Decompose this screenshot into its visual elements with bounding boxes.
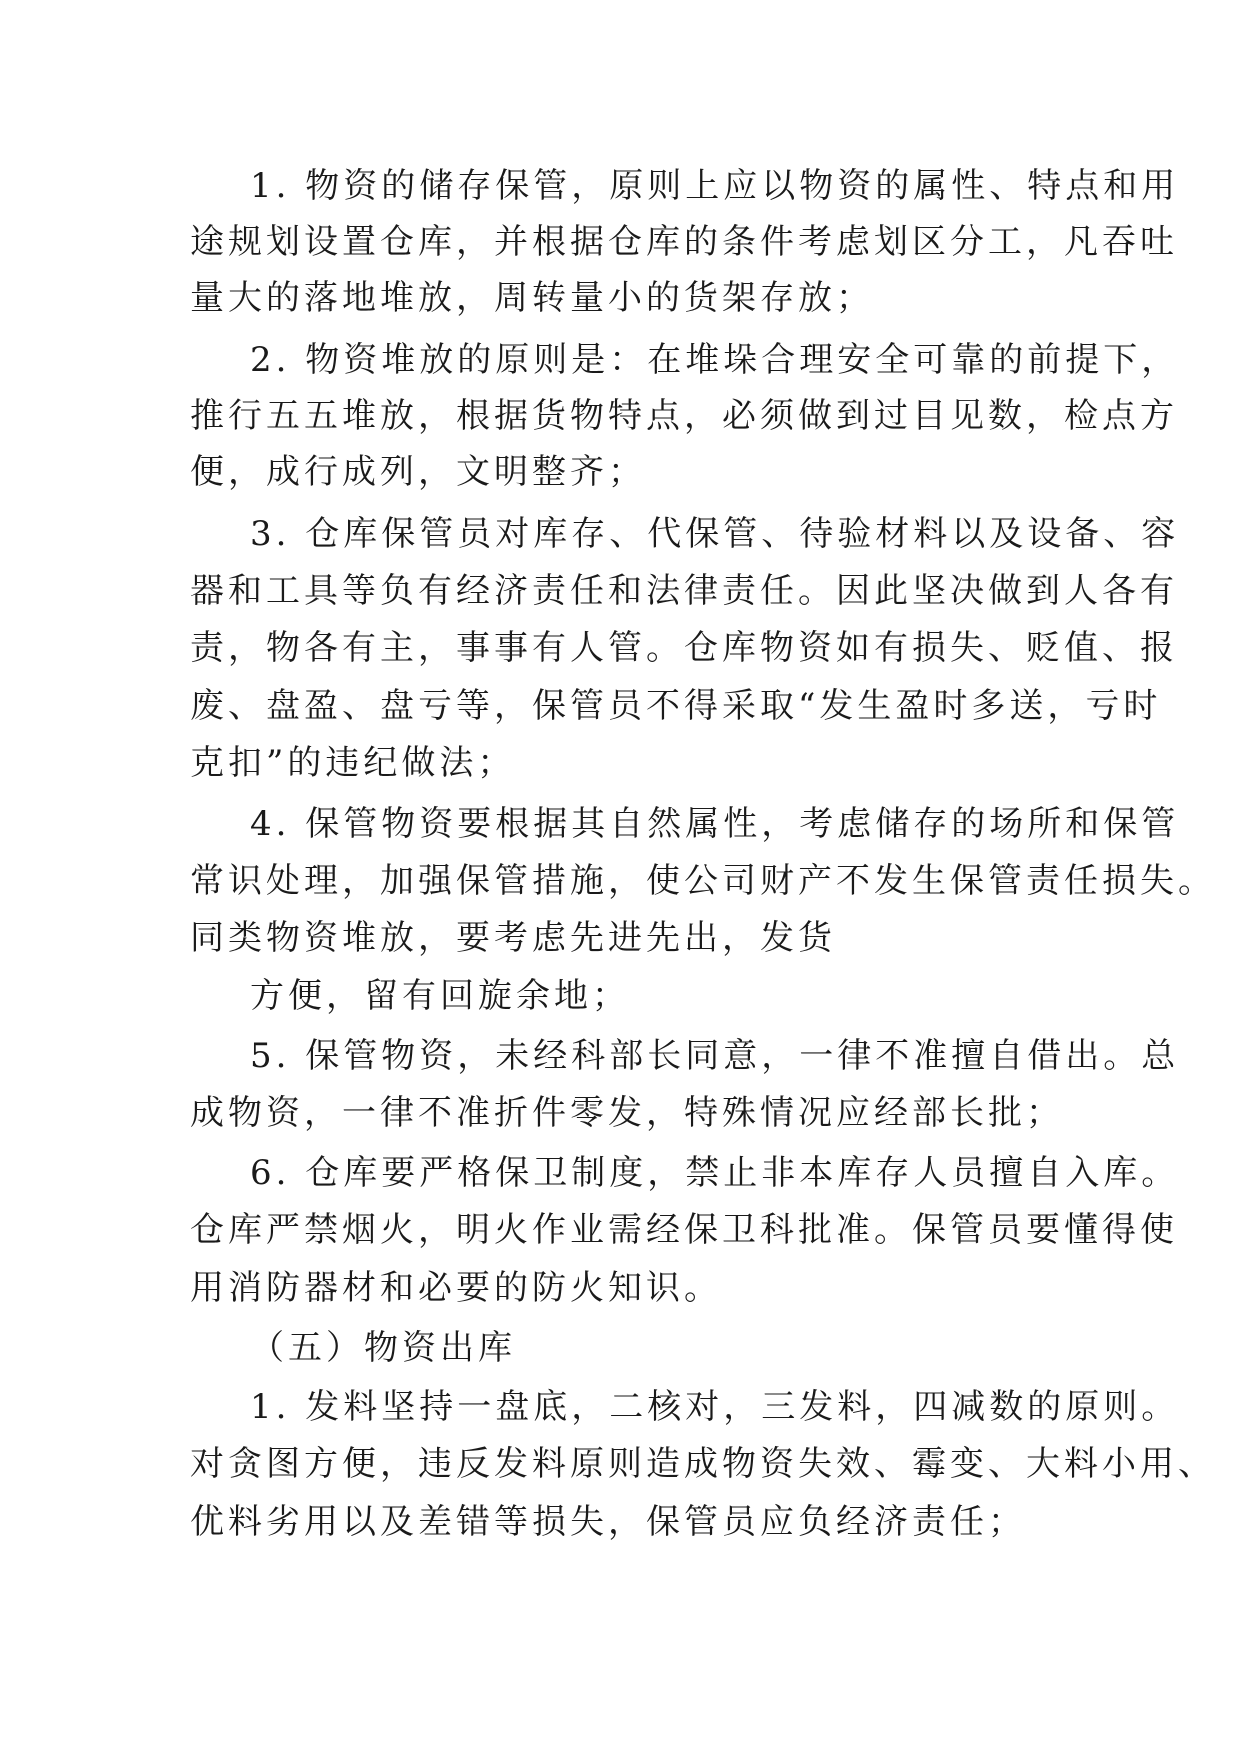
section-heading: （五）物资出库 [250,1328,516,1368]
paragraph-line: 用消防器材和必要的防火知识。 [190,1268,722,1308]
paragraph-line: 1. 发料坚持一盘底，二核对，三发料，四减数的原则。 [250,1387,1180,1427]
paragraph-line: 常识处理，加强保管措施，使公司财产不发生保管责任损失。 [190,861,1216,901]
paragraph-line: 方便，留有回旋余地； [250,976,630,1016]
paragraph-line: 仓库严禁烟火，明火作业需经保卫科批准。保管员要懂得使 [190,1210,1178,1250]
paragraph-line: 途规划设置仓库，并根据仓库的条件考虑划区分工，凡吞吐 [190,222,1178,262]
paragraph-line: 便，成行成列，文明整齐； [190,452,646,492]
paragraph-line: 1. 物资的储存保管，原则上应以物资的属性、特点和用 [250,166,1180,206]
paragraph-line: 对贪图方便，违反发料原则造成物资失效、霉变、大料小用、 [190,1444,1216,1484]
paragraph-line: 量大的落地堆放，周转量小的货架存放； [190,278,874,318]
paragraph-line: 6. 仓库要严格保卫制度，禁止非本库存人员擅自入库。 [250,1153,1180,1193]
paragraph-line: 2. 物资堆放的原则是：在堆垛合理安全可靠的前提下， [250,340,1180,380]
paragraph-line: 同类物资堆放，要考虑先进先出，发货 [190,918,836,958]
paragraph-line: 器和工具等负有经济责任和法律责任。因此坚决做到人各有 [190,571,1178,611]
paragraph-line: 5. 保管物资，未经科部长同意，一律不准擅自借出。总 [250,1036,1180,1076]
paragraph-line: 废、盘盈、盘亏等，保管员不得采取“发生盈时多送，亏时 [190,686,1162,726]
paragraph-line: 成物资，一律不准折件零发，特殊情况应经部长批； [190,1093,1064,1133]
paragraph-line: 责，物各有主，事事有人管。仓库物资如有损失、贬值、报 [190,628,1178,668]
paragraph-line: 推行五五堆放，根据货物特点，必须做到过目见数，检点方 [190,396,1178,436]
paragraph-line: 优料劣用以及差错等损失，保管员应负经济责任； [190,1502,1026,1542]
paragraph-line: 3. 仓库保管员对库存、代保管、待验材料以及设备、容 [250,514,1180,554]
paragraph-line: 克扣”的违纪做法； [190,743,516,783]
paragraph-line: 4. 保管物资要根据其自然属性，考虑储存的场所和保管 [250,804,1180,844]
